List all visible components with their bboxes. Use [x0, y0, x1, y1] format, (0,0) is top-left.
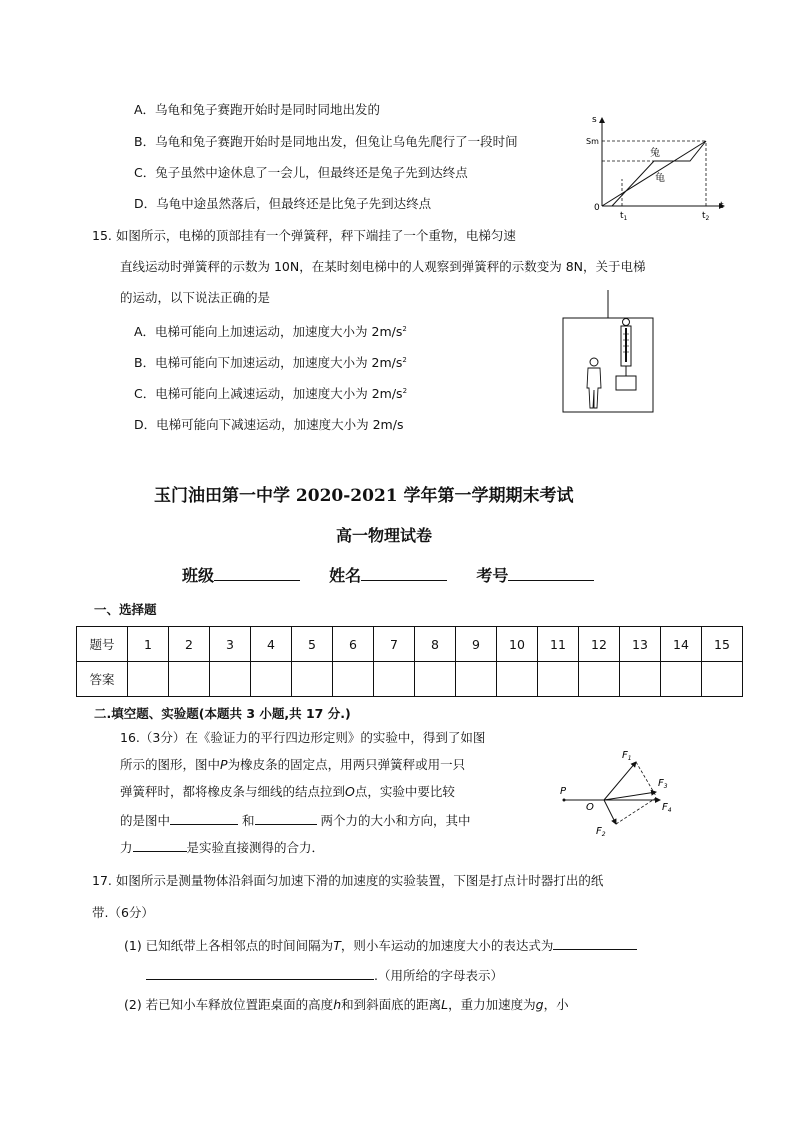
- question-number: 7: [374, 627, 415, 662]
- diagram-f1-label: $F_1$: [622, 750, 632, 762]
- graph-rabbit-label: 兔: [650, 148, 660, 159]
- answer-cell[interactable]: [620, 662, 661, 697]
- q15-option-a: A．电梯可能向上加速运动，加速度大小为 $2m/s^2$: [134, 324, 407, 340]
- q17-line2: 带.（6分）: [92, 905, 154, 920]
- q14-st-graph: [584, 112, 730, 222]
- answer-cell[interactable]: [210, 662, 251, 697]
- q15-option-c: C．电梯可能向上减速运动，加速度大小为 $2m/s^2$: [134, 386, 408, 402]
- question-number: 4: [251, 627, 292, 662]
- graph-origin-label: 0: [594, 203, 600, 213]
- answer-cell[interactable]: [128, 662, 169, 697]
- diagram-o-label: O: [586, 802, 594, 813]
- question-number: 13: [620, 627, 661, 662]
- answer-cell[interactable]: [251, 662, 292, 697]
- section1-heading: 一、选择题: [94, 602, 157, 617]
- question-number: 10: [497, 627, 538, 662]
- q17-blank-1[interactable]: [553, 936, 637, 950]
- student-info-line: [182, 563, 594, 586]
- q16-blank-2[interactable]: [255, 811, 317, 825]
- graph-s-label: s: [592, 115, 597, 125]
- q14-option-d: D．乌龟中途虽然落后，但最终还是比兔子先到达终点: [134, 196, 432, 211]
- name-label: 姓名: [329, 566, 362, 585]
- question-number: 15: [702, 627, 743, 662]
- q16-line1: 16.（3分）在《验证力的平行四边形定则》的实验中，得到了如图: [120, 730, 486, 745]
- answer-cell[interactable]: [497, 662, 538, 697]
- q14-option-b: B．乌龟和兔子赛跑开始时是同地出发，但兔让乌龟先爬行了一段时间: [134, 134, 518, 149]
- graph-sm-label: Sm: [586, 137, 599, 146]
- exam-subtitle: 高一物理试卷: [336, 526, 433, 545]
- answer-table-number-row: [77, 627, 743, 662]
- question-number: 5: [292, 627, 333, 662]
- question-number: 9: [456, 627, 497, 662]
- q15-option-d: D．电梯可能向下减速运动，加速度大小为 2m/s: [134, 417, 404, 433]
- q17-blank-1-cont[interactable]: [146, 966, 374, 980]
- q16-blank-3[interactable]: [133, 838, 187, 852]
- diagram-f2-label: $F_2$: [596, 826, 606, 838]
- question-number: 3: [210, 627, 251, 662]
- section2-heading: 二.填空题、实验题(本题共 3 小题,共 17 分.): [94, 706, 351, 721]
- graph-t1-label: $t_1$: [620, 211, 628, 222]
- answer-cell[interactable]: [661, 662, 702, 697]
- q15-option-b: B．电梯可能向下加速运动，加速度大小为 $2m/s^2$: [134, 355, 407, 371]
- answer-table-answer-row: [77, 662, 743, 697]
- question-number: 14: [661, 627, 702, 662]
- class-field[interactable]: [214, 567, 300, 581]
- question-number: 2: [169, 627, 210, 662]
- row-label-answer: 答案: [77, 662, 128, 697]
- row-label-number: 题号: [77, 627, 128, 662]
- q16-line5: 力 是实验直接测得的合力．: [120, 840, 325, 855]
- answer-cell[interactable]: [538, 662, 579, 697]
- exam-no-label: 考号: [476, 566, 509, 585]
- exam-title: 玉门油田第一中学 2020-2021 学年第一学期期末考试: [154, 486, 574, 506]
- q15-stem-line1: 15. 如图所示，电梯的顶部挂有一个弹簧秤，秤下端挂了一个重物，电梯匀速: [92, 228, 516, 243]
- graph-t2-label: $t_2$: [702, 211, 710, 222]
- graph-turtle-label: 龟: [655, 173, 665, 184]
- q17-line1: 17. 如图所示是测量物体沿斜面匀加速下滑的加速度的实验装置，下图是打点计时器打出的纸: [92, 873, 604, 888]
- graph-t-label: t: [720, 201, 724, 211]
- q15-stem-line2: 直线运动时弹簧秤的示数为 10N，在某时刻电梯中的人观察到弹簧秤的示数变为 8N，关于电梯: [120, 259, 646, 274]
- answer-cell[interactable]: [415, 662, 456, 697]
- diagram-f3-label: $F_3$: [658, 778, 668, 790]
- question-number: 11: [538, 627, 579, 662]
- q16-blank-1[interactable]: [170, 811, 238, 825]
- q14-option-c: C．兔子虽然中途休息了一会儿，但最终还是兔子先到达终点: [134, 165, 468, 180]
- q16-force-diagram: [556, 742, 696, 842]
- question-number: 1: [128, 627, 169, 662]
- answer-cell[interactable]: [169, 662, 210, 697]
- q15-elevator-figure: [560, 290, 656, 416]
- q16-line4: 的是图中 和 两个力的大小和方向，其中: [120, 813, 471, 828]
- diagram-f4-label: $F_4$: [662, 802, 672, 814]
- question-number: 6: [333, 627, 374, 662]
- answer-cell[interactable]: [374, 662, 415, 697]
- q17-part1: (1) 已知纸带上各相邻点的时间间隔为T，则小车运动的加速度大小的表达式为: [124, 936, 637, 954]
- class-label: 班级: [182, 566, 215, 585]
- answer-cell[interactable]: [579, 662, 620, 697]
- answer-cell[interactable]: [702, 662, 743, 697]
- answer-table: [76, 626, 743, 697]
- q15-stem-line3: 的运动，以下说法正确的是: [120, 290, 271, 305]
- q16-line3: 弹簧秤时，都将橡皮条与细线的结点拉到O点，实验中要比较: [120, 784, 455, 799]
- question-number: 12: [579, 627, 620, 662]
- answer-cell[interactable]: [333, 662, 374, 697]
- q17-part1-cont: .（用所给的字母表示）: [146, 966, 503, 984]
- q16-line2: 所示的图形，图中P为橡皮条的固定点，用两只弹簧秤或用一只: [120, 757, 466, 772]
- q14-option-a: A．乌龟和兔子赛跑开始时是同时同地出发的: [134, 102, 381, 117]
- diagram-p-label: P: [560, 786, 567, 797]
- answer-cell[interactable]: [456, 662, 497, 697]
- name-field[interactable]: [361, 567, 447, 581]
- exam-no-field[interactable]: [508, 567, 594, 581]
- answer-cell[interactable]: [292, 662, 333, 697]
- q17-part2: (2) 若已知小车释放位置距桌面的高度h和到斜面底的距离L，重力加速度为g，小: [124, 997, 569, 1012]
- question-number: 8: [415, 627, 456, 662]
